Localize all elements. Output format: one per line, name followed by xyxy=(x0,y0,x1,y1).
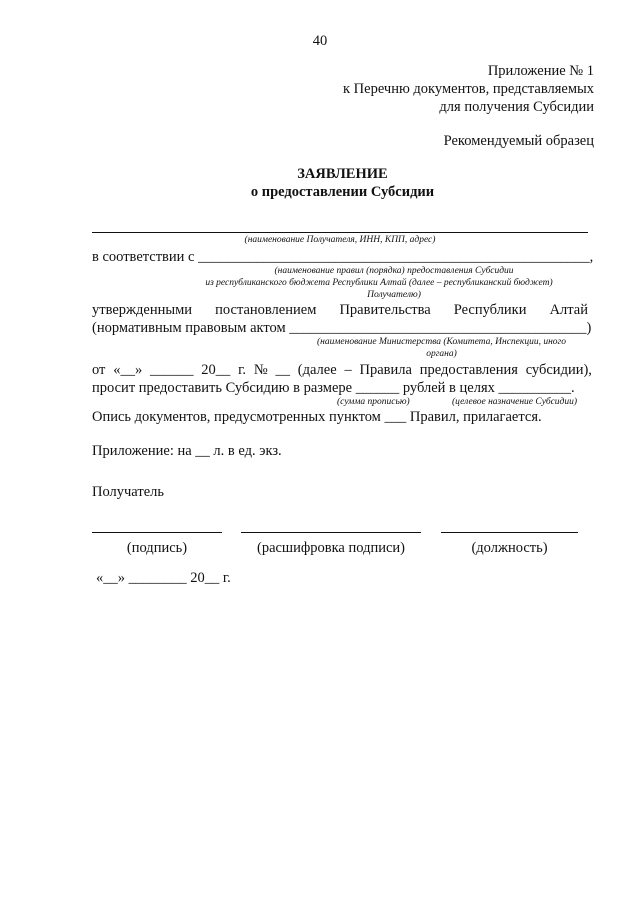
hint-rules-1: (наименование правил (порядка) предоставления Субсидии xyxy=(274,266,514,276)
from-word: № xyxy=(253,362,268,378)
approved-word: Алтай xyxy=(549,302,588,318)
from-date-line xyxy=(92,362,592,379)
position-blank-line xyxy=(441,532,578,533)
sample-note: Рекомендуемый образец xyxy=(443,133,594,149)
appendix-line-2: к Перечню документов, представляемых xyxy=(343,81,594,97)
request-line: просит предоставить Субсидию в размере ______ рублей в целях __________. xyxy=(92,380,575,396)
hint-rules-3: Получателю) xyxy=(367,290,421,300)
from-word: Правила xyxy=(359,362,412,378)
from-word: (далее xyxy=(297,362,337,378)
approved-word: Республики xyxy=(453,302,527,318)
in-accordance-line: в соответствии с ______________________________________________________, xyxy=(92,249,594,265)
hint-ministry-1: (наименование Министерства (Комитета, Инспекции, иного xyxy=(316,337,567,347)
from-word: __ xyxy=(275,362,290,378)
from-word: субсидии), xyxy=(525,362,592,378)
recipient-blank-line xyxy=(92,232,588,233)
signature-blank-line xyxy=(92,532,222,533)
from-word: ______ xyxy=(150,362,194,378)
hint-rules-2: из республиканского бюджета Республики Алтай (далее – республиканский бюджет) xyxy=(205,278,553,288)
inventory-line: Опись документов, предусмотренных пунктом ___ Правил, прилагается. xyxy=(92,409,542,425)
date-line: «__» ________ 20__ г. xyxy=(96,570,231,586)
decoding-label: (расшифровка подписи) xyxy=(256,540,406,556)
position-label: (должность) xyxy=(471,540,548,556)
from-word: от xyxy=(92,362,106,378)
from-word: предоставления xyxy=(419,362,518,378)
approved-word: утвержденными xyxy=(92,302,193,318)
appendix-line-3: для получения Субсидии xyxy=(439,99,594,115)
page-number: 40 xyxy=(312,33,328,49)
attachment-line: Приложение: на __ л. в ед. экз. xyxy=(92,443,282,459)
decoding-blank-line xyxy=(241,532,421,533)
from-word: «__» xyxy=(113,362,143,378)
approved-word: постановлением xyxy=(215,302,317,318)
normative-act-line: (нормативным правовым актом _________________________________________) xyxy=(92,320,592,336)
from-word: – xyxy=(344,362,352,378)
hint-purpose: (целевое назначение Субсидии) xyxy=(452,397,578,407)
from-word: г. xyxy=(238,362,247,378)
signature-label: (подпись) xyxy=(126,540,188,556)
approved-by-line xyxy=(92,302,588,319)
hint-ministry-2: органа) xyxy=(426,349,457,359)
approved-word: Правительства xyxy=(339,302,431,318)
document-title: ЗАЯВЛЕНИЕ xyxy=(297,166,388,182)
from-word: 20__ xyxy=(201,362,231,378)
hint-recipient: (наименование Получателя, ИНН, КПП, адрес) xyxy=(244,235,436,245)
hint-amount: (сумма прописью) xyxy=(337,397,410,407)
recipient-label: Получатель xyxy=(92,484,164,500)
document-subtitle: о предоставлении Субсидии xyxy=(250,184,435,200)
appendix-line-1: Приложение № 1 xyxy=(487,63,594,79)
